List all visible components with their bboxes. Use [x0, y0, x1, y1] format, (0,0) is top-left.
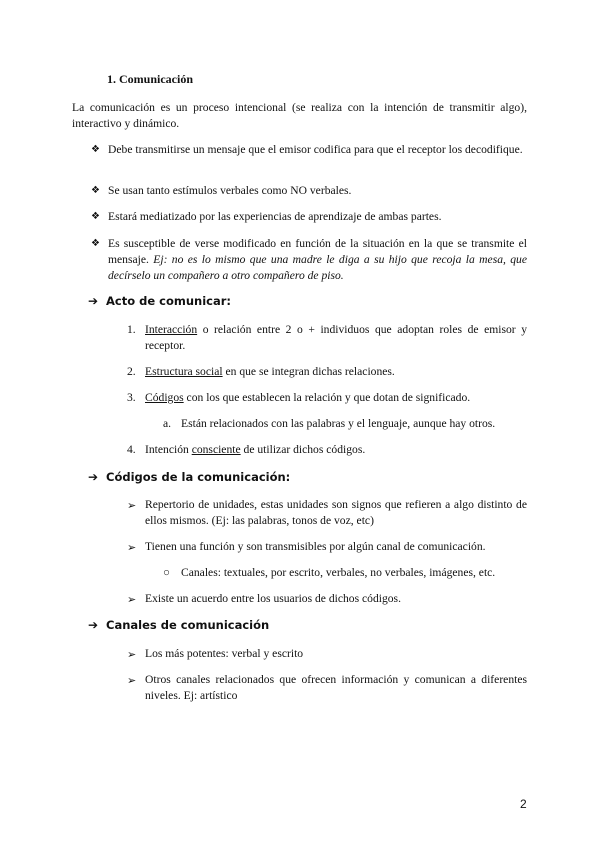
section-title: 1. Comunicación: [107, 72, 194, 86]
sublist-item: Están relacionados con las palabras y el lenguaje, aunque hay otros.: [181, 417, 496, 430]
arrow-right-icon: ➔: [88, 294, 99, 308]
list-item: Los más potentes: verbal y escrito: [145, 647, 304, 660]
list-term: Estructura social: [145, 365, 223, 378]
intro-paragraph: La comunicación es un proceso intencional (se realiza con la intención de transmitir algo), interactivo y dinámico.: [72, 101, 527, 130]
list-text: o relación entre 2 o + individuos que adoptan roles de emisor y receptor.: [145, 323, 527, 352]
arrow-right-icon: ➔: [88, 618, 99, 632]
subheading-acto: Acto de comunicar:: [106, 294, 232, 308]
bullet-item: [108, 236, 527, 284]
list-item: [145, 442, 527, 458]
diamond-bullet-icon: ❖: [91, 211, 100, 222]
arrowhead-bullet-icon: ➢: [127, 593, 137, 606]
bullet-item: Se usan tanto estímulos verbales como NO verbales.: [108, 184, 352, 197]
list-number: 3.: [127, 391, 136, 404]
list-text: de utilizar dichos códigos.: [240, 443, 366, 456]
list-item: [145, 322, 527, 354]
diamond-bullet-icon: ❖: [91, 238, 100, 249]
list-number: 2.: [127, 365, 136, 378]
bullet-item: Estará mediatizado por las experiencias de aprendizaje de ambas partes.: [108, 210, 442, 223]
list-term: Interacción: [145, 323, 198, 336]
subheading-canales: Canales de comunicación: [106, 618, 270, 632]
list-item: Tienen una función y son transmisibles por algún canal de comunicación.: [145, 540, 486, 553]
list-item: [145, 364, 527, 380]
arrowhead-bullet-icon: ➢: [127, 648, 137, 661]
diamond-bullet-icon: ❖: [91, 185, 100, 196]
list-item: [145, 390, 527, 406]
bullet-item: Debe transmitirse un mensaje que el emisor codifica para que el receptor los decodifique.: [108, 143, 523, 156]
list-item: Otros canales relacionados que ofrecen información y comunican a diferentes niveles. Ej: artístico: [145, 673, 527, 702]
list-text: Intención: [145, 443, 192, 456]
list-number: 1.: [127, 323, 136, 336]
list-item: Existe un acuerdo entre los usuarios de dichos códigos.: [145, 592, 401, 605]
circle-bullet-icon: ○: [163, 566, 171, 579]
list-term: consciente: [191, 443, 241, 456]
list-text: con los que establecen la relación y que dotan de significado.: [183, 391, 471, 404]
arrow-right-icon: ➔: [88, 470, 99, 484]
page-number: 2: [520, 797, 527, 811]
subheading-codigos: Códigos de la comunicación:: [106, 470, 291, 484]
arrowhead-bullet-icon: ➢: [127, 499, 137, 512]
sublist-letter: a.: [163, 417, 172, 430]
list-number: 4.: [127, 443, 136, 456]
arrowhead-bullet-icon: ➢: [127, 674, 137, 687]
bullet-text: Es susceptible de verse modificado en función de la situación en la que se transmite el mensaje.: [108, 237, 527, 266]
arrowhead-bullet-icon: ➢: [127, 541, 137, 554]
bullet-example: Ej: no es lo mismo que una madre le diga a su hijo que recoja la mesa, que decírselo un compañero a otro compañero de piso.: [108, 253, 527, 282]
list-text: en que se integran dichas relaciones.: [222, 365, 395, 378]
diamond-bullet-icon: ❖: [91, 144, 100, 155]
list-term: Códigos: [145, 391, 184, 404]
sublist-item: Canales: textuales, por escrito, verbales, no verbales, imágenes, etc.: [181, 566, 496, 579]
list-item: Repertorio de unidades, estas unidades son signos que refieren a algo distinto de ellos mismos. (Ej: las palabras, tonos de voz, etc): [145, 498, 527, 527]
